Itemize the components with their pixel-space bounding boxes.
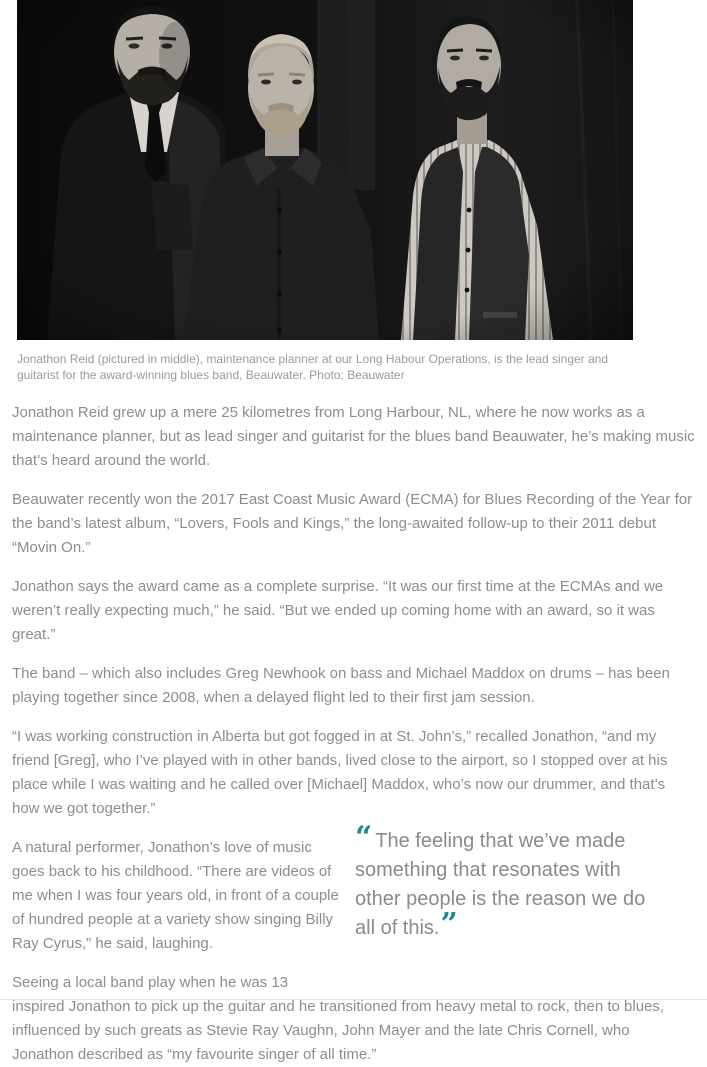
article-paragraph: A natural performer, Jonathon’s love of music goes back to his childhood. “There are videos of me when I was four years old, in front of a couple of hundred people at a variety show singing Billy Ray Cyrus,” he said, laughing.: [12, 839, 339, 952]
article-paragraph: Jonathon Reid grew up a mere 25 kilometres from Long Harbour, NL, where he now works as a maintenance planner, but as lead singer and guitarist for the blues band Beauwater, he’s making music that’s heard around the world.: [12, 404, 695, 469]
article-body: [12, 401, 695, 1067]
open-quote-icon: “: [355, 820, 373, 855]
close-quote-icon: ”: [440, 907, 458, 942]
article-paragraph: Seeing a local band play when he was 13 inspired Jonathon to pick up the guitar and he transitioned from heavy metal to rock, then to blues, influenced by such greats as Stevie Ray Vaughn, John Mayer and the late Chris Cornell, who Jonathon described as “my favourite singer of all time.”: [12, 974, 665, 1063]
bottom-divider: [0, 999, 707, 1000]
photo-caption: Jonathon Reid (pictured in middle), maintenance planner at our Long Habour Operations, is the lead singer and guitarist for the award-winning blues band, Beauwater. Photo: Beauwater: [17, 352, 609, 382]
article-paragraph: Beauwater recently won the 2017 East Coast Music Award (ECMA) for Blues Recording of the Year for the band’s latest album, “Lovers, Fools and Kings,” the long-awaited follow-up to their 2011 debut “Movin On.”: [12, 491, 693, 556]
band-photo: [17, 0, 633, 340]
article-paragraph: The band – which also includes Greg Newhook on bass and Michael Maddox on drums – has been playing together since 2008, when a delayed flight led to their first jam session.: [12, 665, 670, 706]
pull-quote: [355, 820, 695, 943]
pull-quote-text: The feeling that we’ve made something that resonates with other people is the reason we do all of this.: [355, 830, 646, 939]
article-paragraph: Jonathon says the award came as a complete surprise. “It was our first time at the ECMAs and we weren’t really expecting much,” he said. “But we ended up coming home with an award, so it was great.”: [12, 578, 664, 643]
article-paragraph: “I was working construction in Alberta but got fogged in at St. John’s,” recalled Jonathon, “and my friend [Greg], who I’ve played with in other bands, lived close to the airport, so I stopped over at his place while I was waiting and he called over [Michael] Maddox, who’s now our drummer, and that’s how we got together.”: [12, 728, 668, 817]
hero-figure: [12, 0, 695, 383]
band-photo-illustration: [17, 0, 633, 340]
